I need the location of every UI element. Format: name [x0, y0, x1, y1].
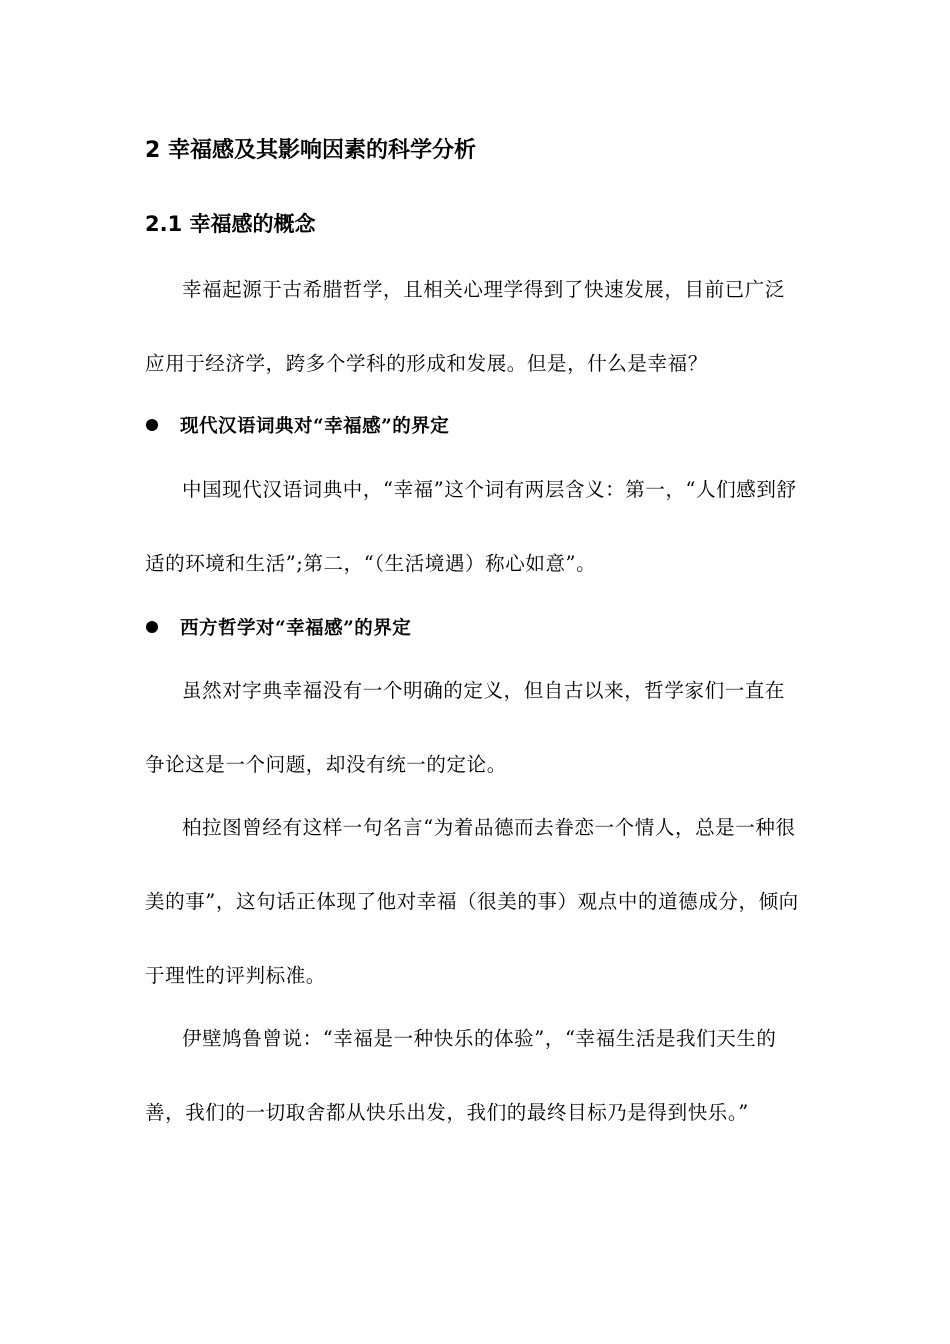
subsection-heading: 2.1 幸福感的概念	[145, 212, 316, 236]
paragraph-plato: 柏拉图曾经有这样一句名言“为着品德而去眷恋一个情人，总是一种很美的事”，这句话正体现了他对幸福（很美的事）观点中的道德成分，倾向于理性的评判标准。	[145, 816, 799, 987]
section-heading: 2 幸福感及其影响因素的科学分析	[145, 138, 476, 163]
bullet-label: 现代汉语词典对“幸福感”的界定	[180, 416, 450, 437]
paragraph-dictionary: 中国现代汉语词典中，“幸福”这个词有两层含义：第一，“人们感到舒适的环境和生活”;第二，“（生活境遇）称心如意”。	[145, 478, 797, 575]
bullet-label: 西方哲学对“幸福感”的界定	[180, 618, 412, 639]
bullet-dot-icon	[146, 419, 158, 431]
paragraph-philosophy: 虽然对字典幸福没有一个明确的定义，但自古以来，哲学家们一直在争论这是一个问题，却没有统一的定论。	[145, 679, 786, 776]
bullet-item	[145, 612, 411, 642]
paragraph-origin: 幸福起源于古希腊哲学，且相关心理学得到了快速发展，目前已广泛应用于经济学，跨多个学科的形成和发展。但是，什么是幸福？	[145, 278, 786, 375]
paragraph-epicurus: 伊壁鸠鲁曾说：“幸福是一种快乐的体验”，“幸福生活是我们天生的善，我们的一切取舍都从快乐出发，我们的最终目标乃是得到快乐。”	[145, 1027, 777, 1124]
bullet-dot-icon	[146, 621, 158, 633]
bullet-item	[145, 410, 449, 440]
